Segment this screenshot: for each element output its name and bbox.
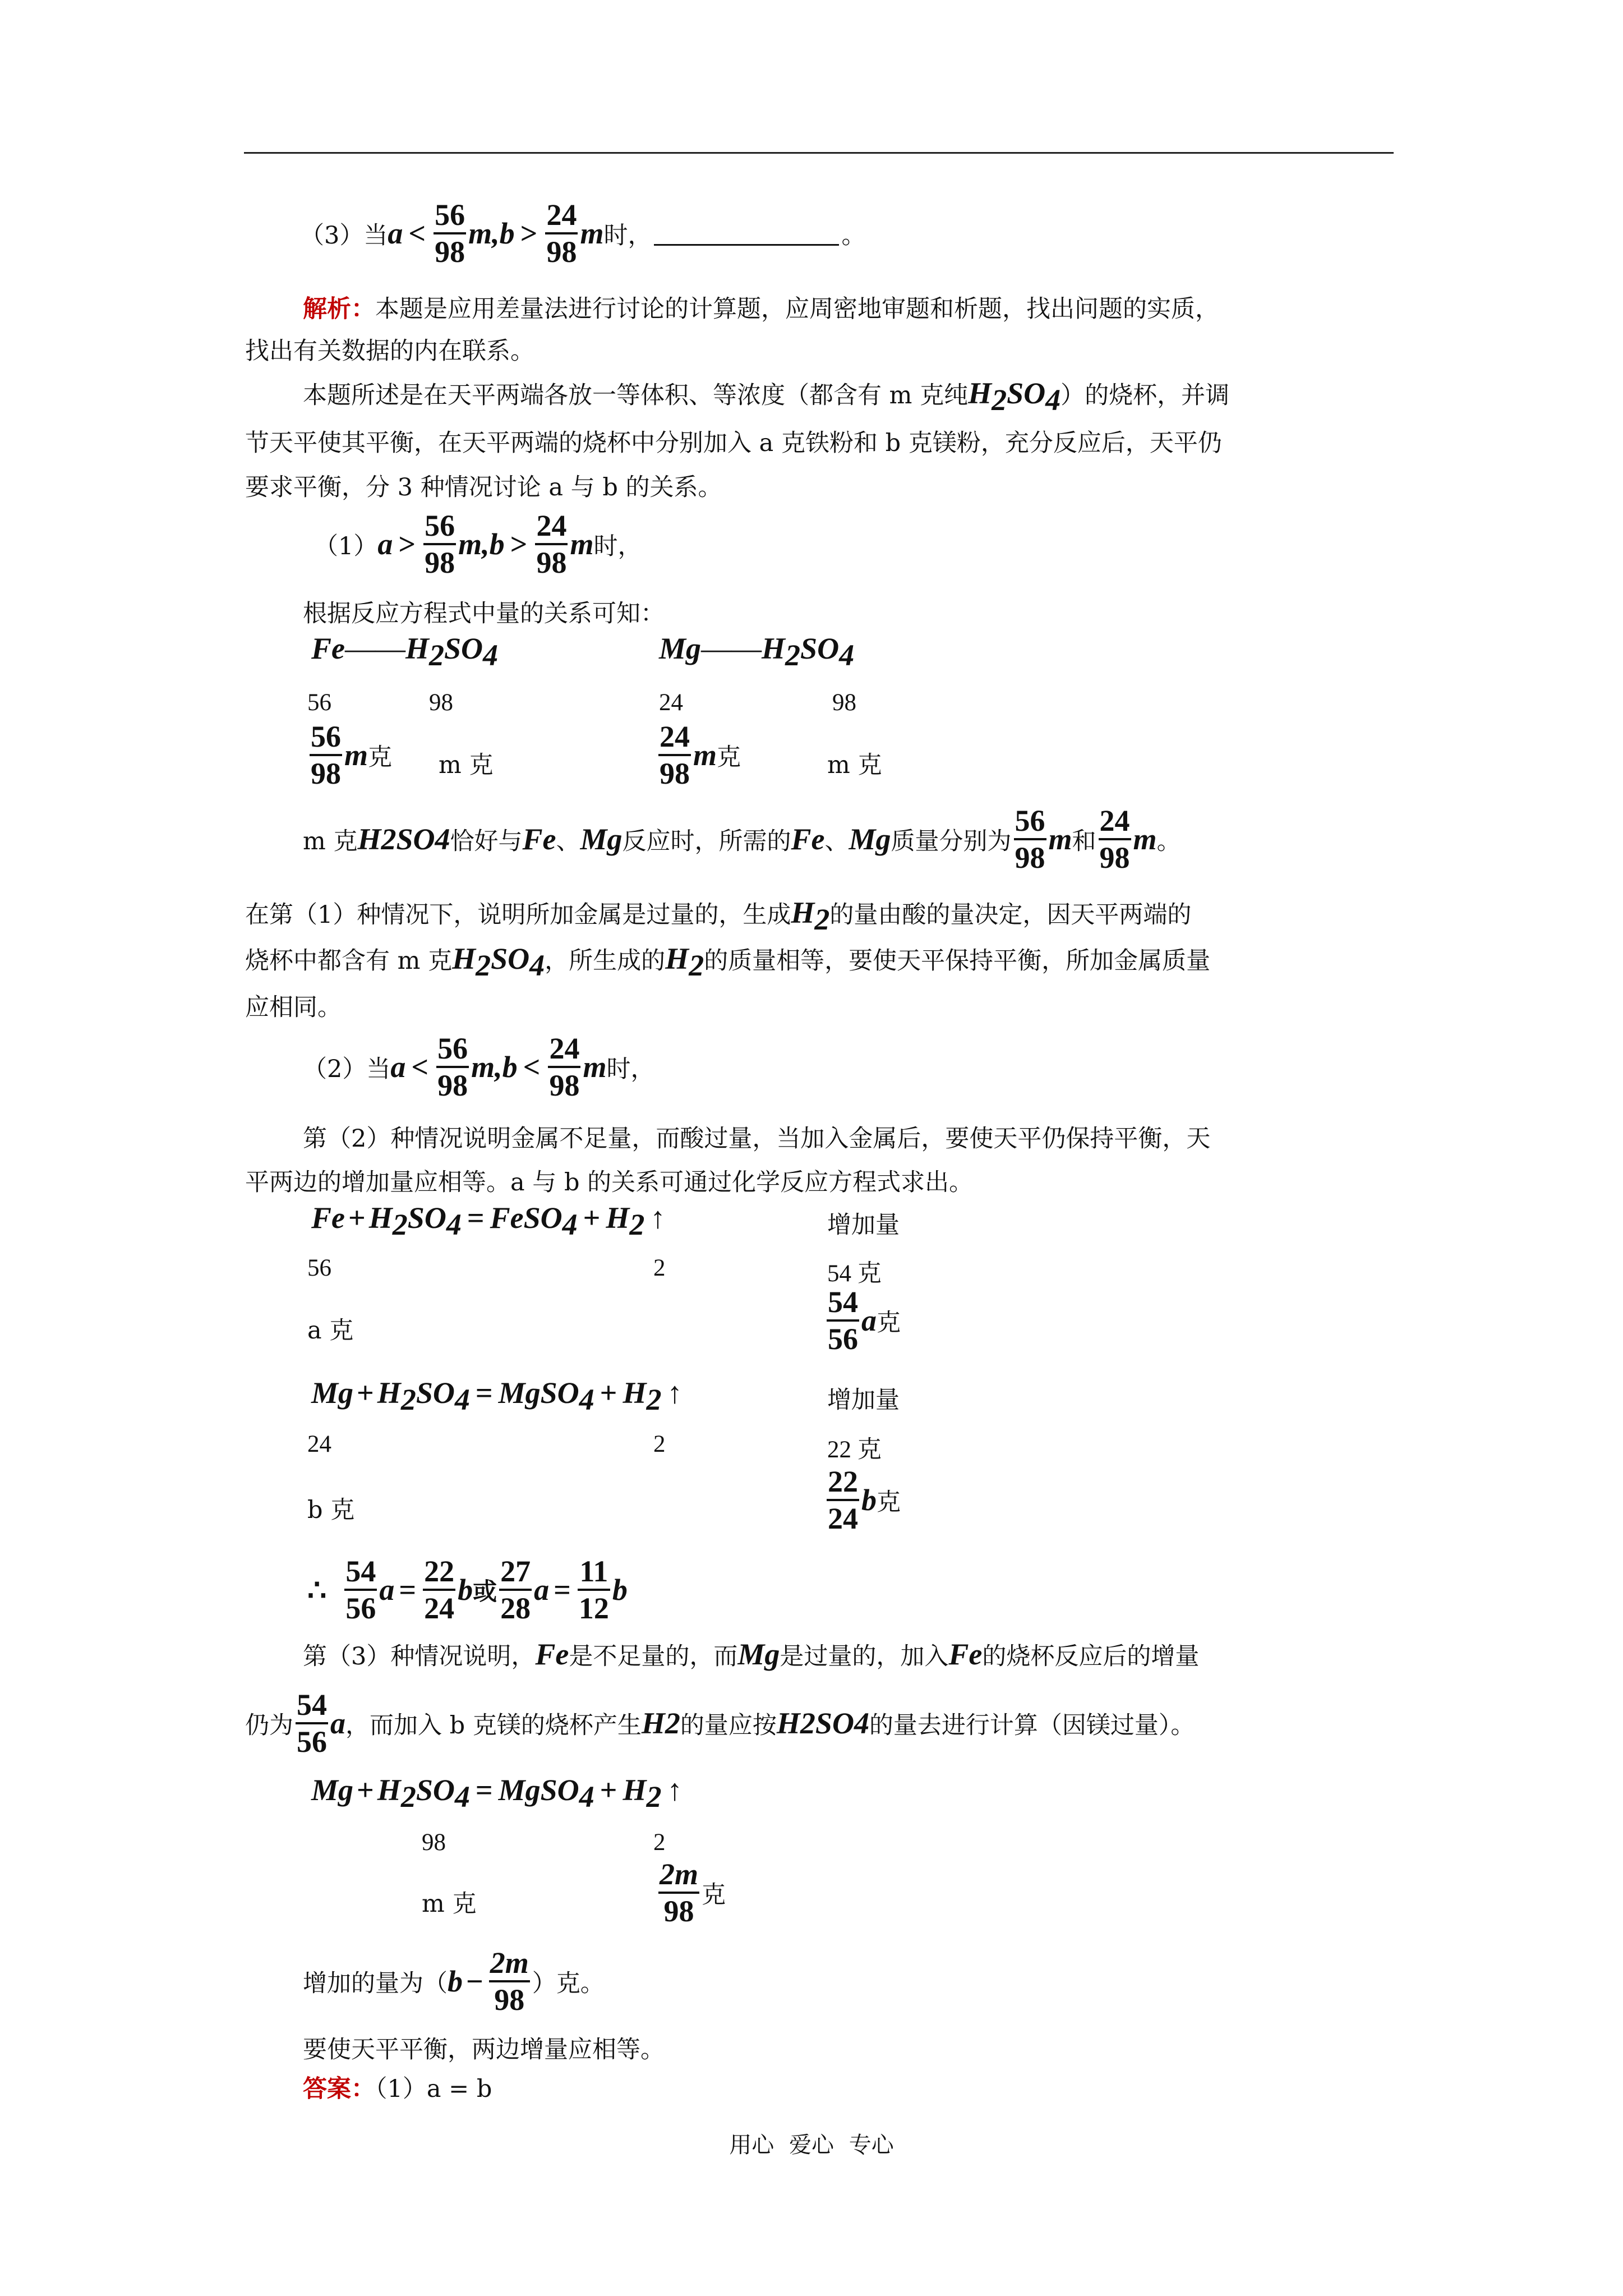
value-2: 2 [653, 1431, 666, 1457]
value-2: 2 [653, 1829, 666, 1856]
gt-sign: > [520, 217, 538, 250]
m-gram: m 克 [827, 751, 882, 779]
b-gram: b 克 [307, 1496, 355, 1524]
page-footer: 用心 爱心 专心 [729, 2132, 894, 2158]
answer [303, 2070, 492, 2104]
fraction-56-98: $\frac{56}{98}$ [435, 198, 465, 269]
case-2-line-2: 平两边的增加量应相等。a 与 b 的关系可通过化学反应方程式求出。 [245, 1168, 974, 1197]
increase-amount: 增加的量为（ b − $\frac{2m}{98}$ ）克。 [303, 1946, 605, 2017]
mg-equation: $Mg + H_2SO_4$ = MgSO$_4$ + $H_2$ ↑ [311, 1376, 683, 1416]
analysis-line-2: 找出有关数据的内在联系。 [245, 337, 534, 365]
analysis-line-1 [303, 290, 1219, 324]
answer-blank [654, 222, 839, 246]
increase-label: 增加量 [827, 1386, 900, 1414]
m-gram: m 克 [439, 751, 494, 779]
period: 。 [841, 221, 866, 250]
fe-increase-fraction: $\frac{54}{56}$ a 克 [828, 1285, 901, 1356]
case-2-line-1: 第（2）种情况说明金属不足量，而酸过量，当加入金属后，要使天平仍保持平衡，天 [303, 1125, 1211, 1153]
value-2: 2 [653, 1255, 666, 1281]
answer-label: 答案： [303, 2075, 375, 2103]
case-1-statement: m 克 H 2 SO 4 恰好与 Fe 、 Mg 反应时，所需的 Fe 、 Mg 质量分别为 $\frac{56}{98}$ m 和 $\frac{24}{98}$ m 。 [303, 804, 1181, 875]
analysis-text: 本题是应用差量法进行讨论的计算题，应周密地审题和析题，找出问题的实质， [375, 295, 1219, 323]
case-1-line-4: 应相同。 [245, 993, 342, 1022]
increase-label: 增加量 [827, 1211, 900, 1239]
fraction-24-98: $\frac{24}{98}$ [546, 198, 577, 269]
value-56: 56 [307, 689, 331, 716]
balance-statement: 要使天平平衡，两边增量应相等。 [303, 2036, 665, 2064]
case-2-condition: （2）当 a < $\frac{56}{98}$ m, b < $\frac{24}{98}$ m 时， [303, 1032, 655, 1102]
analysis-line-4: 节天平使其平衡，在天平两端的烧杯中分别加入 a 克铁粉和 b 克镁粉，充分反应后，天平仍 [245, 429, 1222, 457]
case-1-line-2: 在第（1）种情况下，说明所加金属是过量的，生成$H_2$的量由酸的量决定，因天平两端的 [245, 896, 1192, 936]
therefore-relation: ∴ $\frac{54}{56}$ a = $\frac{22}{24}$ b 或 $\frac{27}{28}$ a = $\frac{11}{12}$ b [307, 1554, 628, 1625]
mg-h2so4-relation: $Mg——H_2SO_4$ [659, 632, 855, 672]
fe-h2so4-relation: $Fe——H_2SO_4$ [311, 632, 499, 672]
value-98: 98 [429, 689, 453, 716]
mg-increase-fraction: $\frac{22}{24}$ b 克 [828, 1465, 901, 1535]
value-24: 24 [659, 689, 683, 716]
mg-mass-fraction: $\frac{24}{98}$ m 克 [660, 720, 741, 790]
var-a: a [388, 217, 403, 250]
case-3-line-1: 第（3）种情况说明，Fe是不足量的，而Mg是过量的，加入Fe的烧杯反应后的增量 [303, 1637, 1200, 1671]
analysis-line-5: 要求平衡，分 3 种情况讨论 a 与 b 的关系。 [245, 473, 722, 501]
value-56: 56 [307, 1255, 331, 1281]
value-24: 24 [307, 1431, 331, 1457]
answer-text: （1）a = b [375, 2075, 492, 2103]
header-rule [244, 152, 1394, 154]
var-m: m, [468, 217, 500, 250]
value-54-gram: 54 克 [827, 1260, 882, 1287]
analysis-line-3: 本题所述是在天平两端各放一等体积、等浓度（都含有 m 克纯$H_2SO_4$）的烧杯，并调 [303, 376, 1230, 417]
var-m: m [580, 217, 604, 250]
a-gram: a 克 [307, 1317, 354, 1345]
question-3 [300, 197, 865, 269]
mg-equation-2: $Mg + H_2SO_4$ = MgSO$_4$ + $H_2$ ↑ [311, 1773, 683, 1814]
value-98: 98 [422, 1829, 446, 1856]
question-3-suffix: 时， [603, 221, 652, 250]
value-22-gram: 22 克 [827, 1437, 882, 1463]
fe-mass-fraction: $\frac{56}{98}$ m 克 [311, 720, 393, 790]
h2-mass-fraction: $\frac{2m}{98}$ 克 [660, 1857, 726, 1928]
question-3-prefix: （3）当 [300, 221, 388, 250]
case-3-line-2: 仍为 $\frac{54}{56}$ a ，而加入 b 克镁的烧杯产生 H 2 的量应按 H 2 SO 4 的量去进行计算（因镁过量）。 [245, 1688, 1195, 1759]
case-1-line-3: 烧杯中都含有 m 克$H_2SO_4$，所生成的$H_2$的质量相等，要使天平保持平衡，所加金属质量 [245, 942, 1211, 982]
var-b: b [499, 217, 515, 250]
analysis-label: 解析： [303, 295, 375, 323]
case-1-condition: （1） a > $\frac{56}{98}$ m, b > $\frac{24}{98}$ m 时， [314, 509, 642, 579]
value-98: 98 [832, 689, 856, 716]
m-gram: m 克 [422, 1890, 477, 1918]
fe-equation: $Fe + H_2SO_4$ = FeSO$_4$ + $H_2$ ↑ [311, 1201, 666, 1241]
case-1-intro: 根据反应方程式中量的关系可知： [303, 600, 665, 628]
lt-sign: < [408, 217, 426, 250]
